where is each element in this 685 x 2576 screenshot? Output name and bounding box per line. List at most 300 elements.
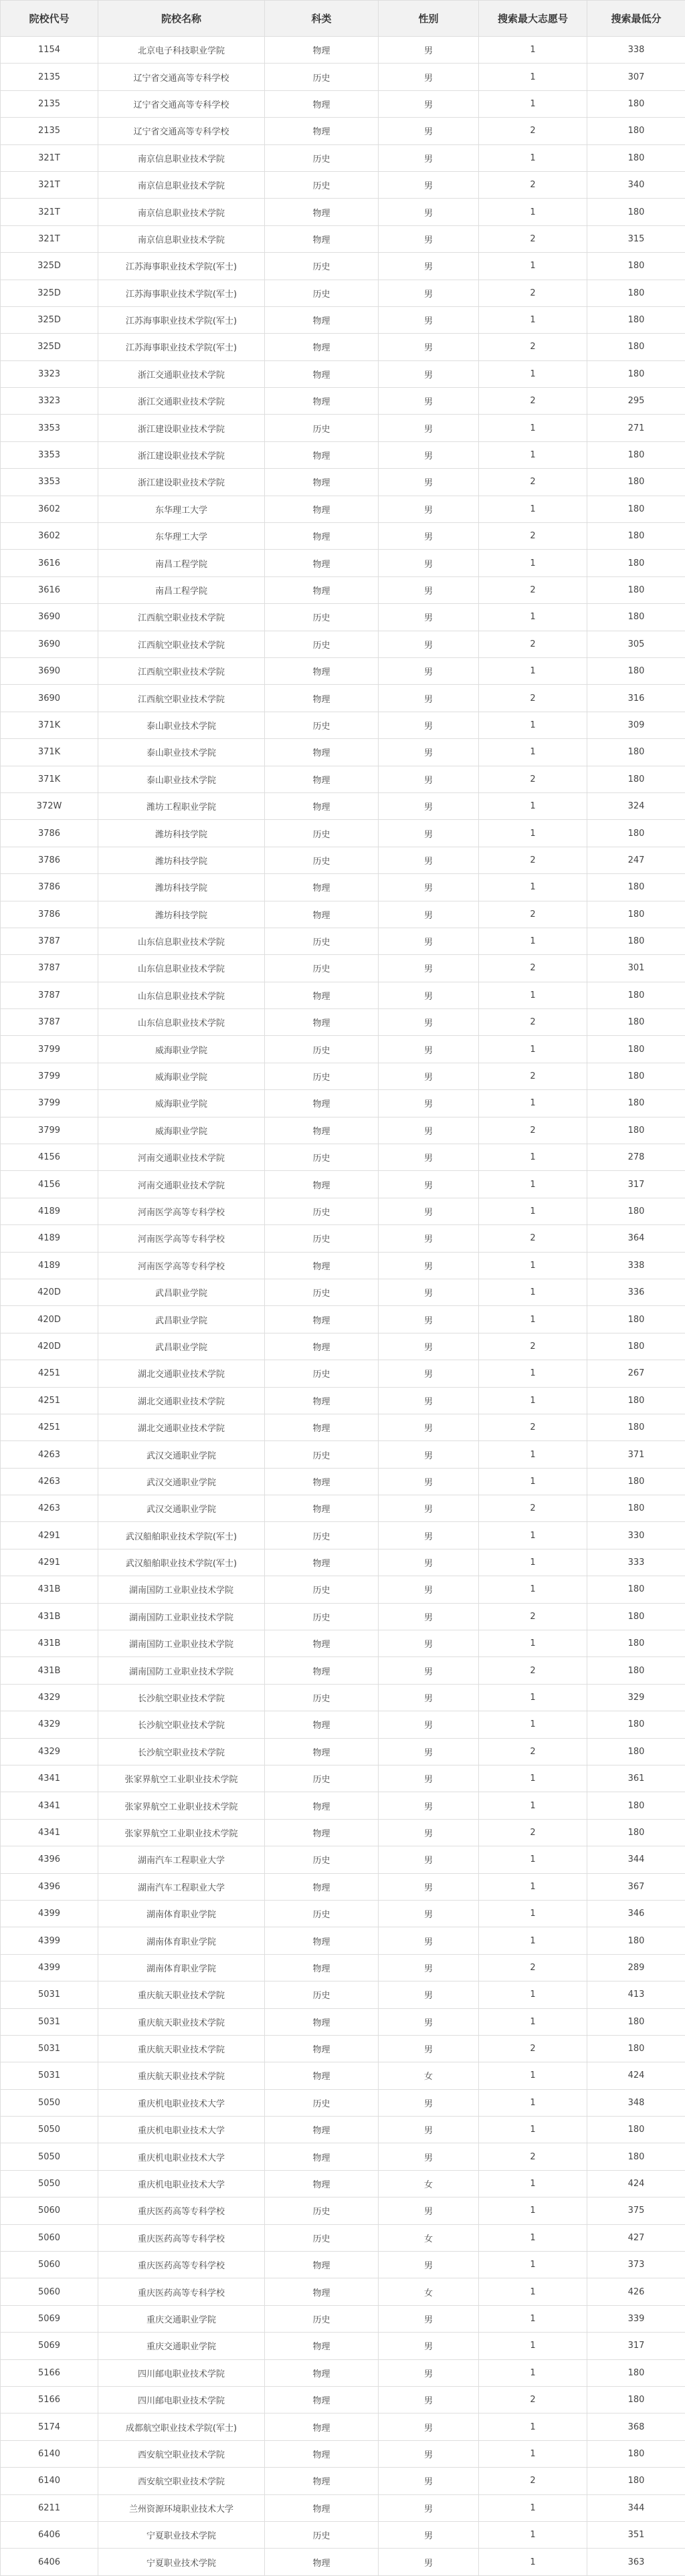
cell-gender: 男 xyxy=(379,496,479,522)
cell-school-code: 3690 xyxy=(1,631,98,657)
cell-school-code: 325D xyxy=(1,280,98,306)
cell-school-name: 湖南汽车工程职业大学 xyxy=(98,1846,265,1873)
cell-min-score: 180 xyxy=(587,1819,685,1846)
table-row xyxy=(1,2252,685,2278)
header-min-score: 搜索最低分 xyxy=(587,1,685,37)
table-row xyxy=(1,2278,685,2305)
cell-subject: 物理 xyxy=(265,1117,379,1144)
cell-gender: 男 xyxy=(379,982,479,1008)
cell-school-code: 321T xyxy=(1,225,98,252)
cell-max-choice-no: 2 xyxy=(479,334,587,360)
cell-school-code: 3799 xyxy=(1,1036,98,1063)
table-row xyxy=(1,2143,685,2170)
cell-school-name: 长沙航空职业技术学院 xyxy=(98,1684,265,1711)
cell-min-score: 180 xyxy=(587,1738,685,1765)
cell-school-name: 威海职业学院 xyxy=(98,1117,265,1144)
cell-subject: 历史 xyxy=(265,64,379,90)
table-row xyxy=(1,1306,685,1333)
cell-school-name: 河南医学高等专科学校 xyxy=(98,1252,265,1279)
cell-min-score: 371 xyxy=(587,1441,685,1468)
cell-min-score: 180 xyxy=(587,1468,685,1495)
cell-gender: 男 xyxy=(379,1630,479,1657)
table-row xyxy=(1,1630,685,1657)
cell-max-choice-no: 1 xyxy=(479,739,587,766)
header-max-choice-no: 搜索最大志愿号 xyxy=(479,1,587,37)
header-gender: 性别 xyxy=(379,1,479,37)
cell-subject: 物理 xyxy=(265,90,379,117)
cell-gender: 男 xyxy=(379,1981,479,2008)
cell-school-name: 武汉交通职业学院 xyxy=(98,1495,265,1522)
cell-school-name: 重庆医药高等专科学校 xyxy=(98,2278,265,2305)
cell-school-code: 3787 xyxy=(1,928,98,954)
table-row xyxy=(1,334,685,360)
cell-subject: 历史 xyxy=(265,955,379,982)
table-row xyxy=(1,766,685,792)
cell-max-choice-no: 1 xyxy=(479,306,587,333)
cell-school-name: 宁夏职业技术学院 xyxy=(98,2521,265,2548)
cell-school-name: 重庆交通职业学院 xyxy=(98,2305,265,2332)
cell-school-code: 5050 xyxy=(1,2170,98,2197)
cell-min-score: 315 xyxy=(587,225,685,252)
cell-gender: 男 xyxy=(379,550,479,576)
table-row xyxy=(1,1441,685,1468)
cell-school-name: 东华理工大学 xyxy=(98,496,265,522)
cell-min-score: 180 xyxy=(587,360,685,387)
cell-gender: 男 xyxy=(379,2440,479,2467)
table-row xyxy=(1,496,685,522)
cell-max-choice-no: 1 xyxy=(479,792,587,819)
cell-min-score: 340 xyxy=(587,171,685,198)
cell-subject: 物理 xyxy=(265,1711,379,1738)
cell-gender: 男 xyxy=(379,441,479,468)
cell-school-name: 江西航空职业技术学院 xyxy=(98,631,265,657)
cell-school-name: 兰州资源环境职业技术大学 xyxy=(98,2494,265,2521)
cell-min-score: 180 xyxy=(587,1387,685,1414)
table-row xyxy=(1,2413,685,2440)
cell-gender: 男 xyxy=(379,874,479,901)
table-row xyxy=(1,2089,685,2116)
cell-school-name: 重庆机电职业技术大学 xyxy=(98,2170,265,2197)
cell-subject: 物理 xyxy=(265,1171,379,1198)
cell-school-name: 辽宁省交通高等专科学校 xyxy=(98,90,265,117)
cell-school-name: 山东信息职业技术学院 xyxy=(98,1009,265,1036)
cell-min-score: 180 xyxy=(587,1009,685,1036)
cell-max-choice-no: 1 xyxy=(479,982,587,1008)
table-row xyxy=(1,657,685,684)
cell-max-choice-no: 1 xyxy=(479,441,587,468)
cell-min-score: 180 xyxy=(587,306,685,333)
cell-max-choice-no: 1 xyxy=(479,657,587,684)
cell-school-name: 武昌职业学院 xyxy=(98,1306,265,1333)
table-row xyxy=(1,171,685,198)
cell-subject: 物理 xyxy=(265,2252,379,2278)
cell-school-code: 325D xyxy=(1,306,98,333)
cell-gender: 男 xyxy=(379,37,479,64)
cell-subject: 历史 xyxy=(265,847,379,873)
cell-school-name: 南京信息职业技术学院 xyxy=(98,144,265,171)
table-row xyxy=(1,2117,685,2143)
cell-school-code: 5060 xyxy=(1,2197,98,2224)
cell-max-choice-no: 2 xyxy=(479,1954,587,1981)
cell-school-name: 重庆医药高等专科学校 xyxy=(98,2197,265,2224)
cell-max-choice-no: 2 xyxy=(479,118,587,144)
cell-min-score: 180 xyxy=(587,1927,685,1954)
cell-school-name: 浙江建设职业技术学院 xyxy=(98,469,265,496)
cell-max-choice-no: 1 xyxy=(479,1468,587,1495)
cell-min-score: 180 xyxy=(587,1495,685,1522)
cell-school-name: 成都航空职业技术学院(军士) xyxy=(98,2413,265,2440)
table-row xyxy=(1,2521,685,2548)
cell-max-choice-no: 1 xyxy=(479,604,587,631)
cell-school-code: 3786 xyxy=(1,874,98,901)
cell-gender: 女 xyxy=(379,2224,479,2251)
cell-subject: 物理 xyxy=(265,576,379,603)
cell-school-code: 4263 xyxy=(1,1441,98,1468)
cell-min-score: 180 xyxy=(587,739,685,766)
cell-gender: 男 xyxy=(379,1360,479,1387)
cell-school-code: 371K xyxy=(1,712,98,738)
cell-max-choice-no: 2 xyxy=(479,469,587,496)
cell-subject: 历史 xyxy=(265,2197,379,2224)
cell-school-name: 威海职业学院 xyxy=(98,1036,265,1063)
cell-school-name: 江苏海事职业技术学院(军士) xyxy=(98,334,265,360)
cell-school-code: 3786 xyxy=(1,820,98,847)
cell-min-score: 180 xyxy=(587,1306,685,1333)
cell-min-score: 317 xyxy=(587,1171,685,1198)
cell-school-name: 湖南国防工业职业技术学院 xyxy=(98,1576,265,1603)
cell-subject: 物理 xyxy=(265,2359,379,2386)
cell-school-name: 南京信息职业技术学院 xyxy=(98,199,265,225)
cell-min-score: 180 xyxy=(587,280,685,306)
cell-school-name: 河南医学高等专科学校 xyxy=(98,1198,265,1224)
cell-gender: 男 xyxy=(379,1090,479,1117)
cell-min-score: 278 xyxy=(587,1144,685,1171)
cell-min-score: 180 xyxy=(587,901,685,928)
cell-school-name: 湖北交通职业技术学院 xyxy=(98,1360,265,1387)
cell-subject: 物理 xyxy=(265,874,379,901)
cell-subject: 物理 xyxy=(265,982,379,1008)
cell-gender: 男 xyxy=(379,955,479,982)
table-row xyxy=(1,2440,685,2467)
cell-gender: 男 xyxy=(379,64,479,90)
cell-max-choice-no: 2 xyxy=(479,1738,587,1765)
cell-max-choice-no: 2 xyxy=(479,1009,587,1036)
cell-subject: 物理 xyxy=(265,1738,379,1765)
cell-max-choice-no: 2 xyxy=(479,1495,587,1522)
cell-school-code: 3323 xyxy=(1,388,98,415)
cell-school-name: 山东信息职业技术学院 xyxy=(98,955,265,982)
table-row xyxy=(1,1333,685,1360)
cell-gender: 男 xyxy=(379,2197,479,2224)
table-row xyxy=(1,1468,685,1495)
cell-gender: 男 xyxy=(379,1387,479,1414)
cell-subject: 物理 xyxy=(265,2468,379,2494)
cell-gender: 男 xyxy=(379,604,479,631)
cell-school-code: 4341 xyxy=(1,1819,98,1846)
cell-min-score: 180 xyxy=(587,820,685,847)
table-row xyxy=(1,144,685,171)
table-row xyxy=(1,2494,685,2521)
cell-max-choice-no: 1 xyxy=(479,1171,587,1198)
cell-gender: 男 xyxy=(379,847,479,873)
cell-max-choice-no: 1 xyxy=(479,2008,587,2035)
cell-min-score: 267 xyxy=(587,1360,685,1387)
cell-gender: 男 xyxy=(379,1009,479,1036)
cell-max-choice-no: 1 xyxy=(479,550,587,576)
cell-min-score: 305 xyxy=(587,631,685,657)
cell-max-choice-no: 1 xyxy=(479,1360,587,1387)
cell-min-score: 295 xyxy=(587,388,685,415)
cell-gender: 男 xyxy=(379,199,479,225)
cell-school-code: 5166 xyxy=(1,2386,98,2413)
cell-school-code: 4341 xyxy=(1,1765,98,1792)
cell-min-score: 180 xyxy=(587,90,685,117)
table-header-row xyxy=(1,1,685,37)
cell-school-name: 重庆航天职业技术学院 xyxy=(98,1981,265,2008)
cell-school-code: 3786 xyxy=(1,901,98,928)
cell-subject: 物理 xyxy=(265,496,379,522)
cell-min-score: 301 xyxy=(587,955,685,982)
cell-school-name: 湖南体育职业学院 xyxy=(98,1927,265,1954)
cell-school-code: 4329 xyxy=(1,1711,98,1738)
cell-min-score: 180 xyxy=(587,253,685,280)
cell-gender: 男 xyxy=(379,1873,479,1900)
table-row xyxy=(1,1684,685,1711)
table-row xyxy=(1,685,685,712)
cell-school-code: 3787 xyxy=(1,982,98,1008)
cell-school-code: 4329 xyxy=(1,1738,98,1765)
cell-school-code: 372W xyxy=(1,792,98,819)
cell-max-choice-no: 1 xyxy=(479,2278,587,2305)
cell-gender: 男 xyxy=(379,766,479,792)
cell-max-choice-no: 1 xyxy=(479,1387,587,1414)
cell-school-code: 6211 xyxy=(1,2494,98,2521)
cell-subject: 历史 xyxy=(265,1576,379,1603)
cell-gender: 男 xyxy=(379,1441,479,1468)
cell-min-score: 180 xyxy=(587,2035,685,2062)
cell-subject: 物理 xyxy=(265,2494,379,2521)
cell-school-code: 4263 xyxy=(1,1468,98,1495)
table-row xyxy=(1,847,685,873)
cell-subject: 物理 xyxy=(265,1468,379,1495)
cell-subject: 历史 xyxy=(265,1036,379,1063)
cell-min-score: 180 xyxy=(587,469,685,496)
cell-min-score: 180 xyxy=(587,334,685,360)
cell-max-choice-no: 1 xyxy=(479,2117,587,2143)
cell-gender: 男 xyxy=(379,1576,479,1603)
cell-school-code: 420D xyxy=(1,1333,98,1360)
cell-max-choice-no: 1 xyxy=(479,1549,587,1576)
table-row xyxy=(1,1792,685,1819)
cell-school-name: 长沙航空职业技术学院 xyxy=(98,1711,265,1738)
cell-school-code: 3323 xyxy=(1,360,98,387)
cell-subject: 历史 xyxy=(265,2089,379,2116)
table-row xyxy=(1,1279,685,1305)
cell-max-choice-no: 2 xyxy=(479,280,587,306)
cell-min-score: 180 xyxy=(587,928,685,954)
cell-gender: 男 xyxy=(379,2252,479,2278)
cell-min-score: 413 xyxy=(587,1981,685,2008)
cell-max-choice-no: 1 xyxy=(479,820,587,847)
cell-school-name: 泰山职业技术学院 xyxy=(98,712,265,738)
cell-school-name: 重庆机电职业技术大学 xyxy=(98,2089,265,2116)
cell-subject: 物理 xyxy=(265,1495,379,1522)
cell-subject: 历史 xyxy=(265,1198,379,1224)
table-row xyxy=(1,901,685,928)
cell-subject: 物理 xyxy=(265,1819,379,1846)
cell-min-score: 367 xyxy=(587,1873,685,1900)
cell-school-code: 4291 xyxy=(1,1549,98,1576)
cell-max-choice-no: 1 xyxy=(479,2413,587,2440)
cell-school-name: 潍坊工程职业学院 xyxy=(98,792,265,819)
cell-school-name: 武汉交通职业学院 xyxy=(98,1468,265,1495)
table-row xyxy=(1,523,685,550)
cell-min-score: 180 xyxy=(587,144,685,171)
cell-max-choice-no: 2 xyxy=(479,2035,587,2062)
cell-school-code: 3690 xyxy=(1,604,98,631)
cell-gender: 男 xyxy=(379,415,479,441)
cell-subject: 历史 xyxy=(265,1360,379,1387)
table-row xyxy=(1,1495,685,1522)
cell-subject: 历史 xyxy=(265,1981,379,2008)
cell-gender: 男 xyxy=(379,1711,479,1738)
cell-min-score: 317 xyxy=(587,2333,685,2359)
cell-gender: 男 xyxy=(379,1144,479,1171)
cell-min-score: 344 xyxy=(587,1846,685,1873)
cell-max-choice-no: 2 xyxy=(479,225,587,252)
cell-gender: 男 xyxy=(379,225,479,252)
cell-max-choice-no: 2 xyxy=(479,1819,587,1846)
table-row xyxy=(1,1117,685,1144)
table-row xyxy=(1,1576,685,1603)
cell-school-name: 重庆航天职业技术学院 xyxy=(98,2062,265,2089)
table-row xyxy=(1,2008,685,2035)
cell-gender: 男 xyxy=(379,1684,479,1711)
cell-min-score: 180 xyxy=(587,1576,685,1603)
cell-school-code: 431B xyxy=(1,1657,98,1684)
cell-min-score: 324 xyxy=(587,792,685,819)
table-row xyxy=(1,1549,685,1576)
cell-subject: 物理 xyxy=(265,2278,379,2305)
cell-gender: 女 xyxy=(379,2062,479,2089)
cell-gender: 男 xyxy=(379,712,479,738)
table-row xyxy=(1,360,685,387)
cell-min-score: 368 xyxy=(587,2413,685,2440)
cell-school-code: 5050 xyxy=(1,2089,98,2116)
cell-subject: 物理 xyxy=(265,388,379,415)
cell-school-code: 5060 xyxy=(1,2224,98,2251)
cell-school-name: 江西航空职业技术学院 xyxy=(98,604,265,631)
cell-school-code: 3690 xyxy=(1,685,98,712)
cell-max-choice-no: 1 xyxy=(479,144,587,171)
cell-min-score: 351 xyxy=(587,2521,685,2548)
table-row xyxy=(1,2359,685,2386)
cell-min-score: 180 xyxy=(587,1333,685,1360)
cell-school-code: 2135 xyxy=(1,90,98,117)
cell-gender: 男 xyxy=(379,1900,479,1927)
cell-max-choice-no: 1 xyxy=(479,2521,587,2548)
table-row xyxy=(1,2386,685,2413)
cell-subject: 历史 xyxy=(265,2521,379,2548)
table-row xyxy=(1,631,685,657)
cell-subject: 历史 xyxy=(265,280,379,306)
cell-max-choice-no: 1 xyxy=(479,928,587,954)
table-row xyxy=(1,1846,685,1873)
cell-gender: 男 xyxy=(379,2494,479,2521)
table-row xyxy=(1,469,685,496)
cell-max-choice-no: 1 xyxy=(479,2224,587,2251)
cell-school-code: 5031 xyxy=(1,2035,98,2062)
cell-school-name: 潍坊科技学院 xyxy=(98,874,265,901)
cell-subject: 物理 xyxy=(265,2386,379,2413)
cell-school-code: 3602 xyxy=(1,496,98,522)
cell-subject: 历史 xyxy=(265,1063,379,1089)
cell-school-code: 4399 xyxy=(1,1954,98,1981)
cell-min-score: 180 xyxy=(587,1630,685,1657)
cell-school-name: 西安航空职业技术学院 xyxy=(98,2440,265,2467)
cell-gender: 男 xyxy=(379,2359,479,2386)
cell-gender: 男 xyxy=(379,118,479,144)
cell-gender: 男 xyxy=(379,1171,479,1198)
cell-max-choice-no: 1 xyxy=(479,2305,587,2332)
cell-gender: 男 xyxy=(379,1522,479,1549)
cell-subject: 物理 xyxy=(265,2035,379,2062)
cell-gender: 男 xyxy=(379,1954,479,1981)
cell-school-code: 5069 xyxy=(1,2305,98,2332)
cell-max-choice-no: 2 xyxy=(479,2143,587,2170)
cell-subject: 历史 xyxy=(265,928,379,954)
cell-max-choice-no: 1 xyxy=(479,1522,587,1549)
table-row xyxy=(1,955,685,982)
cell-school-code: 3353 xyxy=(1,469,98,496)
cell-school-code: 3799 xyxy=(1,1063,98,1089)
cell-subject: 历史 xyxy=(265,171,379,198)
cell-gender: 男 xyxy=(379,1765,479,1792)
cell-gender: 男 xyxy=(379,144,479,171)
cell-max-choice-no: 2 xyxy=(479,1603,587,1630)
cell-school-name: 湖南体育职业学院 xyxy=(98,1900,265,1927)
cell-max-choice-no: 1 xyxy=(479,1792,587,1819)
table-row xyxy=(1,441,685,468)
cell-school-name: 张家界航空工业职业技术学院 xyxy=(98,1819,265,1846)
cell-gender: 男 xyxy=(379,2521,479,2548)
table-row xyxy=(1,2170,685,2197)
cell-school-name: 东华理工大学 xyxy=(98,523,265,550)
cell-min-score: 180 xyxy=(587,1414,685,1440)
table-row xyxy=(1,1711,685,1738)
cell-gender: 男 xyxy=(379,388,479,415)
cell-gender: 男 xyxy=(379,631,479,657)
cell-school-name: 武汉船舶职业技术学院(军士) xyxy=(98,1549,265,1576)
cell-min-score: 180 xyxy=(587,874,685,901)
cell-max-choice-no: 1 xyxy=(479,1252,587,1279)
cell-school-name: 潍坊科技学院 xyxy=(98,820,265,847)
cell-school-code: 431B xyxy=(1,1630,98,1657)
table-row xyxy=(1,874,685,901)
cell-school-code: 4251 xyxy=(1,1360,98,1387)
cell-school-name: 张家界航空工业职业技术学院 xyxy=(98,1765,265,1792)
cell-school-code: 3787 xyxy=(1,1009,98,1036)
cell-gender: 男 xyxy=(379,2117,479,2143)
cell-school-name: 江苏海事职业技术学院(军士) xyxy=(98,253,265,280)
cell-min-score: 180 xyxy=(587,118,685,144)
cell-school-name: 武汉船舶职业技术学院(军士) xyxy=(98,1522,265,1549)
cell-subject: 物理 xyxy=(265,2143,379,2170)
table-row xyxy=(1,1603,685,1630)
cell-school-name: 湖北交通职业技术学院 xyxy=(98,1387,265,1414)
cell-min-score: 180 xyxy=(587,2440,685,2467)
cell-subject: 物理 xyxy=(265,469,379,496)
